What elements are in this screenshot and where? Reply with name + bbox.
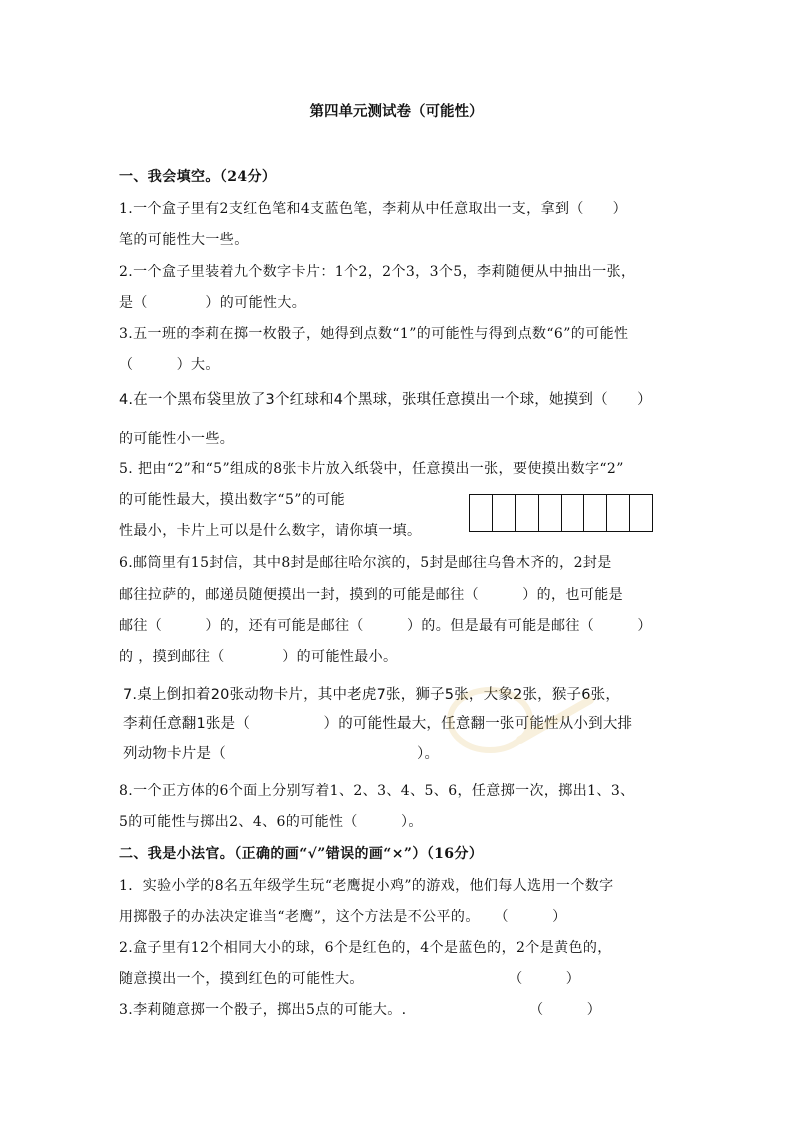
q7-line-3: 列动物卡片是（ ）。 [123,746,440,762]
card-box[interactable] [470,495,493,531]
q5-line-1: 5. 把由“2”和“5”组成的8张卡片放入纸袋中，任意摸出一张，要使摸出数字“2” [119,461,624,477]
q1-line-1: 1.一个盒子里有2支红色笔和4支蓝色笔，李莉从中任意取出一支，拿到（ ） [119,201,627,217]
card-box[interactable] [516,495,539,531]
q2-line-2: 是（ ）的可能性大。 [119,295,307,311]
q1-line-2: 笔的可能性大一些。 [119,232,249,248]
q8-line-2: 5的可能性与掷出2、4、6的可能性（ ）。 [119,814,423,830]
card-box[interactable] [584,495,607,531]
q5-line-2: 的可能性最大，摸出数字“5”的可能 [119,492,346,508]
q4-line-1: 4.在一个黑布袋里放了3个红球和4个黑球，张琪任意摸出一个球，她摸到（ ） [119,392,652,408]
card-fill-boxes [469,494,653,532]
q6-line-1: 6.邮筒里有15封信，其中8封是邮往哈尔滨的，5封是邮往乌鲁木齐的，2封是 [119,555,612,571]
judge-3-line-1: 3.李莉随意掷一个骰子，掷出5点的可能大。. （ ） [119,1002,602,1018]
q6-line-4: 的 ，摸到邮往（ ）的可能性最小。 [119,649,398,665]
card-box[interactable] [539,495,562,531]
page-title: 第四单元测试卷（可能性） [309,103,484,120]
judge-2-line-1: 2.盒子里有12个相同大小的球，6个是红色的，4个是蓝色的，2个是黄色的， [119,940,612,956]
q7-line-1: 7.桌上倒扣着20张动物卡片，其中老虎7张，狮子5张，大象2张，猴子6张， [123,687,621,703]
card-box[interactable] [630,495,652,531]
q7-line-2: 李莉任意翻1张是（ ）的可能性最大，任意翻一张可能性从小到大排 [123,716,633,732]
section-1-heading: 一、我会填空。（24分） [119,169,277,185]
section-2-heading: 二、我是小法官。（正确的画“√”错误的画“×”）（16分） [119,846,484,862]
card-box[interactable] [493,495,516,531]
card-box[interactable] [607,495,630,531]
judge-1-line-1: 1．实验小学的8名五年级学生玩“老鹰捉小鸡”的游戏，他们每人选用一个数字 [119,878,614,894]
q6-line-3: 邮往（ ）的，还有可能是邮往（ ）的。但是最有可能是邮往（ ） [119,618,652,634]
q3-line-1: 3.五一班的李莉在掷一枚骰子，她得到点数“1”的可能性与得到点数“6”的可能性 [119,326,629,342]
q3-line-2: （ ）大。 [119,357,220,373]
judge-1-line-2: 用掷骰子的办法决定谁当“老鹰”，这个方法是不公平的。 （ ） [119,909,567,925]
q2-line-1: 2.一个盒子里装着九个数字卡片：1个2，2个3，3个5，李莉随便从中抽出一张， [119,264,636,280]
q6-line-2: 邮往拉萨的，邮递员随便摸出一封，摸到的可能是邮往（ ）的，也可能是 [119,587,623,603]
card-box[interactable] [562,495,585,531]
judge-2-line-2: 随意摸出一个，摸到红色的可能性大。 （ ） [119,971,581,987]
q8-line-1: 8.一个正方体的6个面上分别写着1、2、3、4、5、6，任意掷一次，掷出1、3、 [119,783,635,799]
q5-line-3: 性最小，卡片上可以是什么数字，请你填一填。 [119,523,422,539]
q4-line-2: 的可能性小一些。 [119,431,235,447]
